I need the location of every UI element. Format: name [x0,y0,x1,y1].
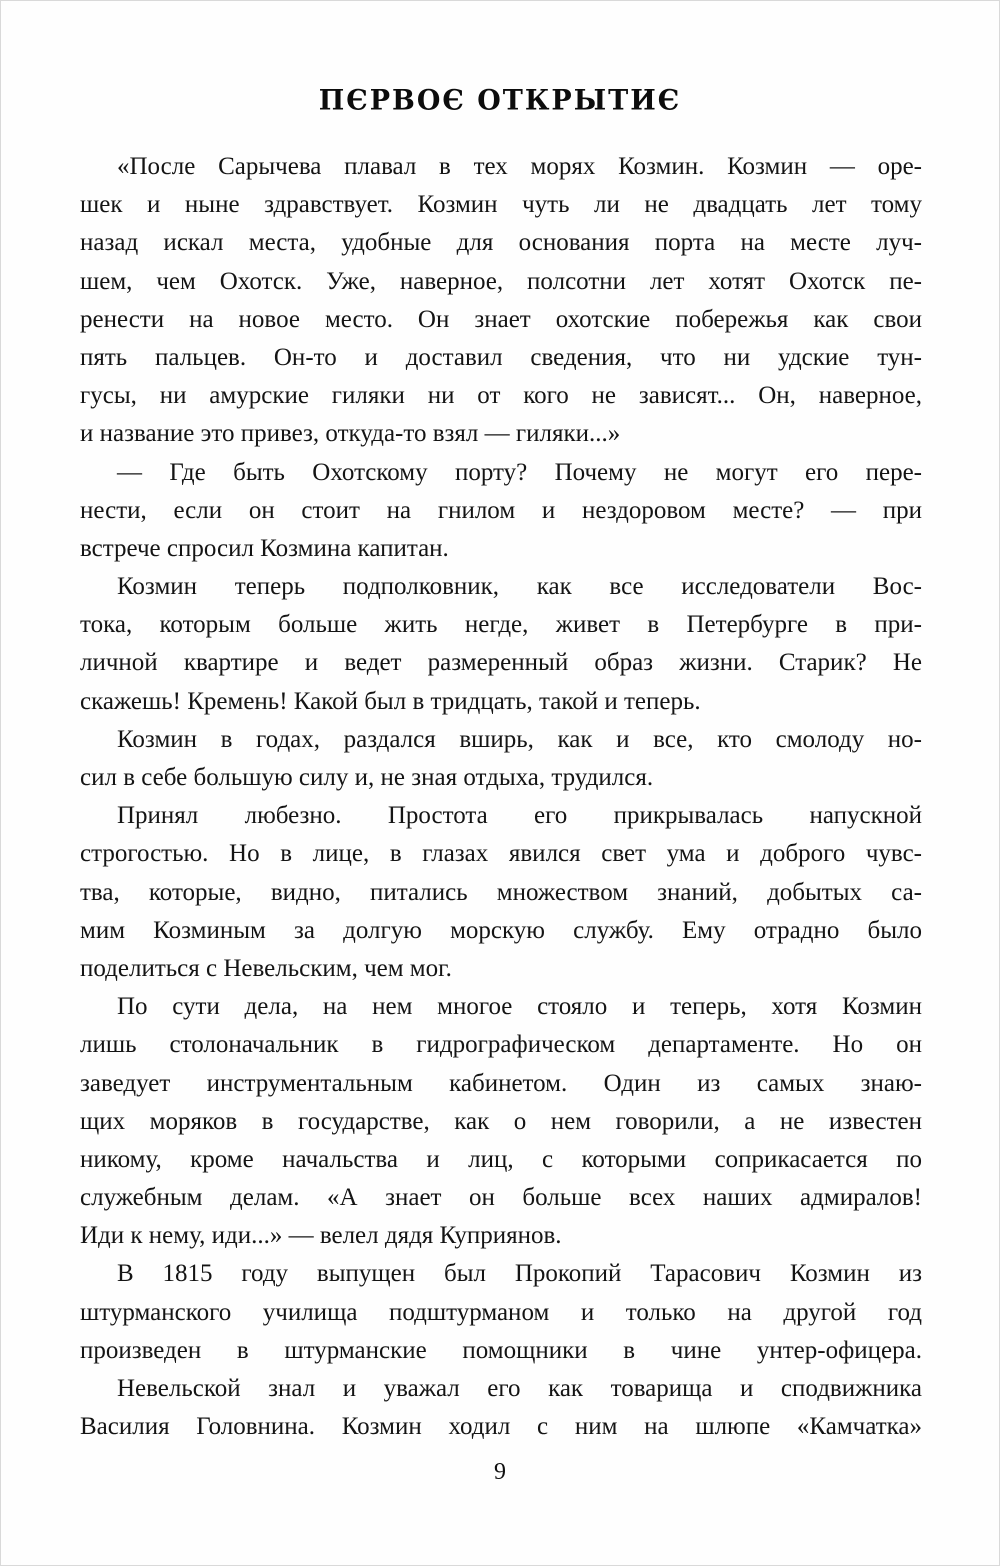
page-number: 9 [494,1459,506,1485]
text-line: ренести на новое место. Он знает охотские побережья как свои [80,305,922,333]
text-line: Козмин теперь подполковник, как все исследователи Вос- [117,573,922,601]
text-line: назад искал места, удобные для основания порта на месте луч- [80,229,922,257]
text-line: Василия Головнина. Козмин ходил с ним на шлюпе «Камчатка» [80,1413,922,1441]
text-line: скажешь! Кремень! Какой был в тридцать, такой и теперь. [80,687,701,715]
text-line: «После Сарычева плавал в тех морях Козмин. Козмин — оре- [117,153,922,180]
text-line: щих моряков в государстве, как о нем говорили, а не известен [80,1107,922,1135]
text-line: тва, которые, видно, питались множеством знаний, добытых са- [80,878,922,906]
text-line: нести, если он стоит на гнилом и нездоровом месте? — при [80,496,922,524]
text-line: тока, которым больше жить негде, живет в Петербурге в при- [80,611,922,639]
text-line: произведен в штурманские помощники в чине унтер-офицера. [80,1336,922,1364]
text-line: встрече спросил Козмина капитан. [80,534,449,562]
text-line: шем, чем Охотск. Уже, наверное, полсотни лет хотят Охотск пе- [80,267,922,295]
text-line: лишь столоначальник в гидрографическом департаменте. Но он [80,1031,922,1059]
text-line: гусы, ни амурские гиляки ни от кого не зависят... Он, наверное, [80,382,922,410]
text-line: пять пальцев. Он-то и доставил сведения, что ни удские тун- [80,343,922,371]
text-line: штурманского училища подштурманом и только на другой год [80,1298,922,1326]
text-line: поделиться с Невельским, чем мог. [80,954,452,982]
text-block [80,148,922,1446]
text-line: строгостью. Но в лице, в глазах явился свет ума и доброго чувс- [80,840,922,868]
text-line: и название это привез, откуда-то взял — гиляки...» [80,420,621,448]
text-line: В 1815 году выпущен был Прокопий Тарасович Козмин из [117,1260,922,1288]
text-line: Принял любезно. Простота его прикрывалась напускной [117,802,922,830]
text-line: шек и ныне здравствует. Козмин чуть ли не двадцать лет тому [80,191,922,219]
text-line: Иди к нему, иди...» — велел дядя Куприянов. [80,1222,562,1250]
text-line: служебным делам. «А знает он больше всех наших адмиралов! [80,1184,922,1212]
text-line: мим Козминым за долгую морскую службу. Ему отрадно было [80,916,922,944]
chapter-title: ПЄРВОЄ ОТКРЫТИЄ [318,84,682,117]
text-line: заведует инструментальным кабинетом. Один из самых знаю- [80,1069,922,1097]
text-line: никому, кроме начальства и лиц, с которыми соприкасается по [80,1145,922,1173]
text-line: личной квартире и ведет размеренный образ жизни. Старик? Не [80,649,922,677]
text-line: Невельской знал и уважал его как товарища и сподвижника [117,1375,922,1402]
text-line: По сути дела, на нем многое стояло и теперь, хотя Козмин [117,993,922,1021]
text-line: сил в себе большую силу и, не зная отдыха, трудился. [80,764,654,791]
text-line: Козмин в годах, раздался вширь, как и все, кто смолоду но- [117,725,922,753]
text-line: — Где быть Охотскому порту? Почему не могут его пере- [117,458,922,486]
